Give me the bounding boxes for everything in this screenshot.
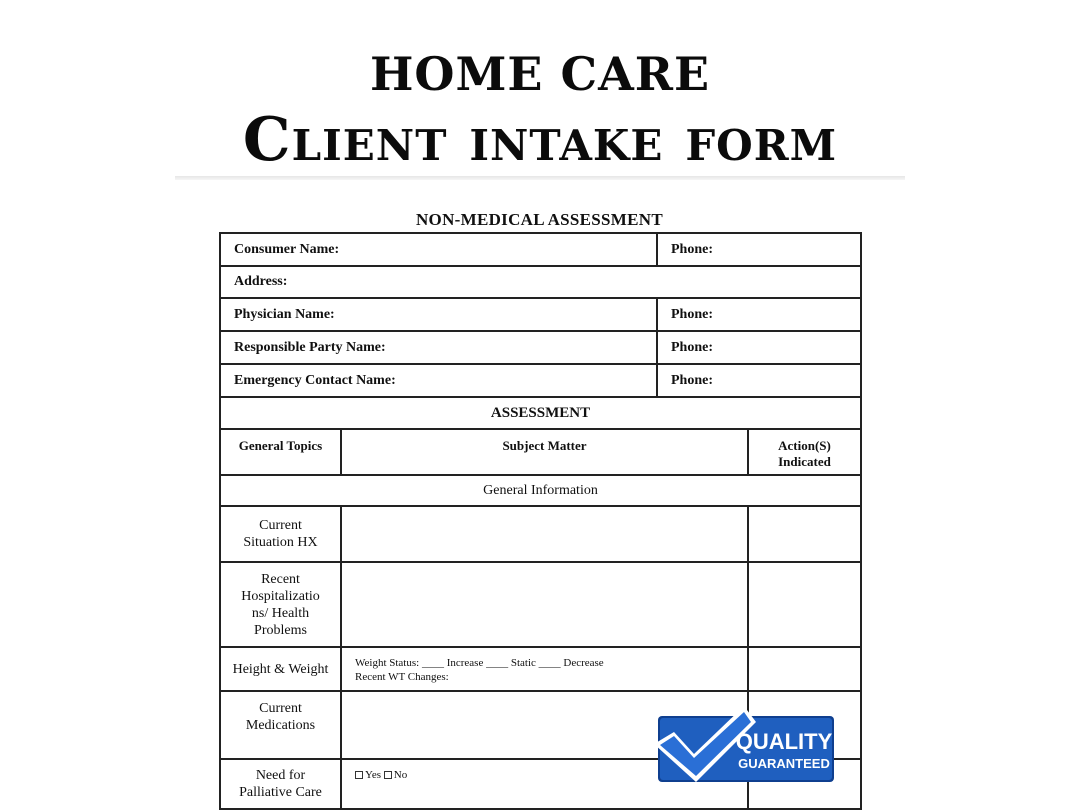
height-weight-action-cell[interactable] bbox=[748, 647, 861, 691]
responsible-party-phone-field[interactable] bbox=[657, 331, 861, 364]
physician-row bbox=[220, 298, 861, 331]
current-situation-action-cell[interactable] bbox=[748, 506, 861, 562]
badge-line1: QUALITY bbox=[735, 729, 833, 754]
phone-label: Phone: bbox=[671, 339, 713, 355]
col-header-topics: General Topics bbox=[220, 429, 341, 475]
headline-home-care: HOME CARE bbox=[369, 47, 711, 101]
current-medications-label: Current Medications bbox=[220, 691, 341, 759]
current-situation-subject-cell[interactable] bbox=[341, 506, 748, 562]
yes-checkbox[interactable] bbox=[355, 771, 363, 779]
action-label-line1: Action(S) bbox=[778, 438, 831, 453]
current-situation-row bbox=[220, 506, 861, 562]
current-situation-label: Current Situation HX bbox=[220, 506, 341, 562]
yes-label: Yes bbox=[365, 769, 382, 781]
general-information-heading: General Information bbox=[220, 475, 861, 506]
divider bbox=[175, 176, 905, 180]
form-title: NON-MEDICAL ASSESSMENT bbox=[415, 210, 663, 229]
headline-client-intake-form: Client intake form bbox=[242, 105, 838, 175]
emergency-contact-label: Emergency Contact Name: bbox=[234, 372, 396, 388]
column-header-row bbox=[220, 429, 861, 475]
no-checkbox[interactable] bbox=[384, 771, 392, 779]
address-field[interactable] bbox=[220, 266, 861, 298]
emergency-contact-field[interactable] bbox=[220, 364, 657, 397]
phone-label: Phone: bbox=[671, 306, 713, 322]
weight-status-cell[interactable] bbox=[341, 647, 748, 691]
physician-name-label: Physician Name: bbox=[234, 306, 335, 322]
responsible-party-label: Responsible Party Name: bbox=[234, 339, 386, 355]
consumer-row bbox=[220, 233, 861, 266]
physician-phone-field[interactable] bbox=[657, 298, 861, 331]
responsible-party-field[interactable] bbox=[220, 331, 657, 364]
emergency-contact-row bbox=[220, 364, 861, 397]
height-weight-label: Height & Weight bbox=[220, 647, 341, 691]
col-header-subject: Subject Matter bbox=[341, 429, 748, 475]
recent-hospitalizations-subject-cell[interactable] bbox=[341, 562, 748, 647]
recent-hospitalizations-label: Recent Hospitalizatio ns/ Health Problems bbox=[220, 562, 341, 647]
assessment-heading: ASSESSMENT bbox=[220, 397, 861, 429]
weight-status-text: Weight Status: ____ Increase ____ Static ____ Decrease bbox=[355, 657, 604, 669]
phone-label: Phone: bbox=[671, 372, 713, 388]
quality-guaranteed-badge bbox=[652, 704, 838, 786]
palliative-care-label: Need for Palliative Care bbox=[220, 759, 341, 809]
height-weight-row bbox=[220, 647, 861, 691]
physician-name-field[interactable] bbox=[220, 298, 657, 331]
recent-hospitalizations-action-cell[interactable] bbox=[748, 562, 861, 647]
no-label: No bbox=[393, 769, 408, 781]
consumer-name-label: Consumer Name: bbox=[234, 241, 340, 257]
recent-wt-changes-text: Recent WT Changes: bbox=[355, 671, 449, 683]
recent-hospitalizations-row bbox=[220, 562, 861, 647]
assessment-heading-row bbox=[220, 397, 861, 429]
action-label-line2: Indicated bbox=[778, 454, 831, 469]
col-header-action bbox=[748, 429, 861, 475]
address-label: Address: bbox=[234, 274, 288, 289]
general-information-row bbox=[220, 475, 861, 506]
emergency-phone-field[interactable] bbox=[657, 364, 861, 397]
address-row bbox=[220, 266, 861, 298]
phone-label: Phone: bbox=[671, 241, 713, 257]
responsible-party-row bbox=[220, 331, 861, 364]
badge-line2: GUARANTEED bbox=[738, 756, 830, 771]
consumer-phone-field[interactable] bbox=[657, 233, 861, 266]
consumer-name-field[interactable] bbox=[220, 233, 657, 266]
